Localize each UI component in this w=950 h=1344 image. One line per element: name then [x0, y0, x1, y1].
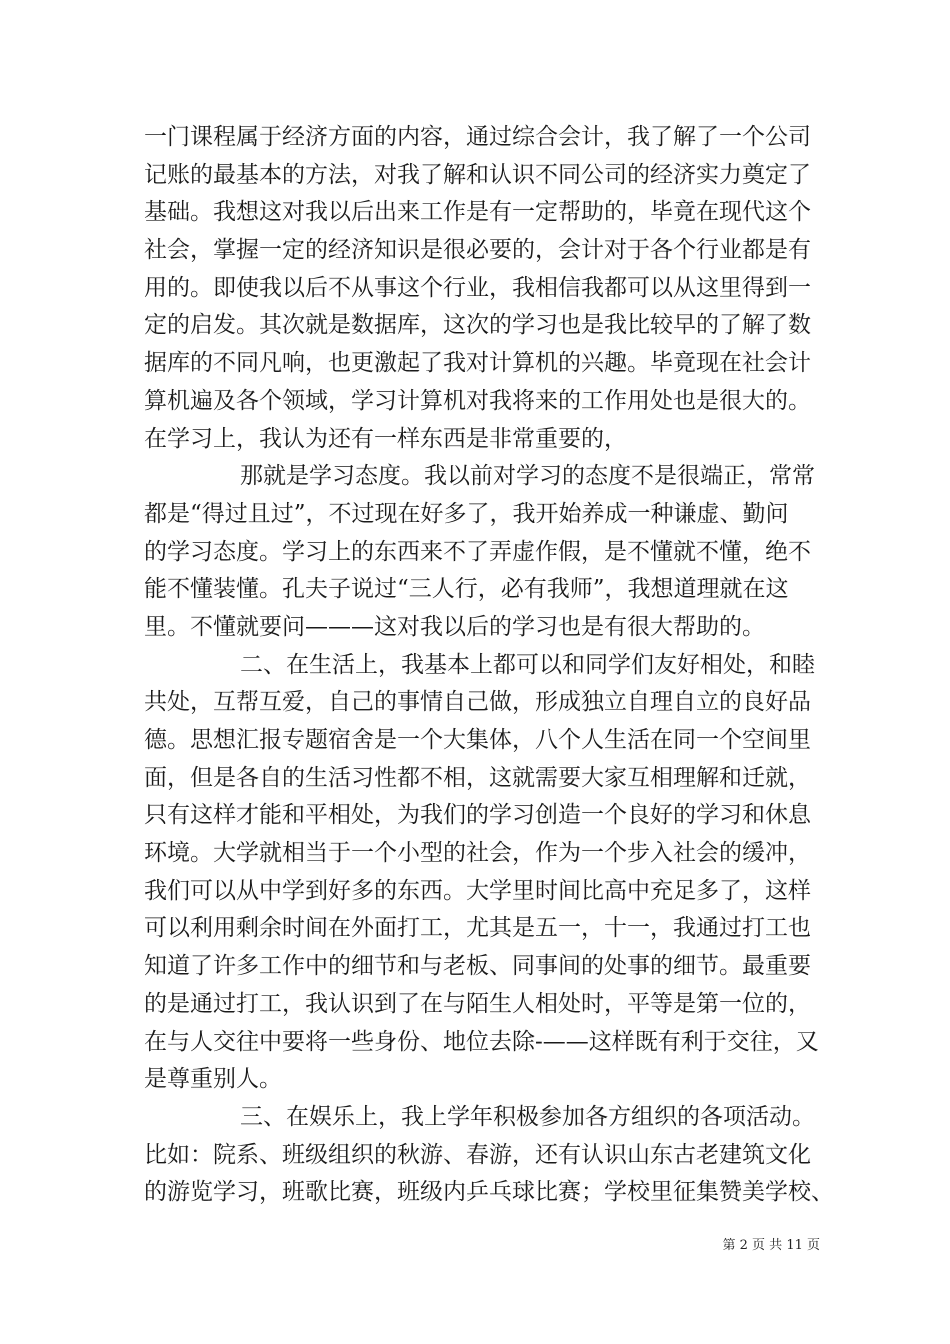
text-line: 共处，互帮互爱，自己的事情自己做，形成独立自理自立的良好品 — [144, 689, 811, 716]
text-line: 我们可以从中学到好多的东西。大学里时间比高中充足多了，这样 — [144, 877, 811, 904]
text-line: 记账的最基本的方法，对我了解和认识不同公司的经济实力奠定了 — [144, 161, 811, 188]
text-line: 据库的不同凡响，也更激起了我对计算机的兴趣。毕竟现在社会计 — [144, 350, 811, 377]
text-line: 环境。大学就相当于一个小型的社会，作为一个步入社会的缓冲， — [144, 840, 811, 867]
text-line: 一门课程属于经济方面的内容，通过综合会计，我了解了一个公司 — [144, 124, 811, 150]
text-line: 的游览学习，班歌比赛，班级内乒乓球比赛；学校里征集赞美学校、 — [144, 1179, 834, 1206]
text-line: 的学习态度。学习上的东西来不了弄虚作假，是不懂就不懂，绝不 — [144, 538, 811, 565]
text-line: 社会，掌握一定的经济知识是很必要的，会计对于各个行业都是有 — [144, 237, 811, 264]
text-line: 面，但是各自的生活习性都不相，这就需要大家互相理解和迁就， — [144, 764, 811, 791]
text-line: 可以利用剩余时间在外面打工，尤其是五一，十一，我通过打工也 — [144, 915, 811, 942]
text-line: 用的。即使我以后不从事这个行业，我相信我都可以从这里得到一 — [144, 274, 811, 301]
text-line: 定的启发。其次就是数据库，这次的学习也是我比较早的了解了数 — [144, 312, 811, 339]
text-line: 在与人交往中要将一些身份、地位去除-——这样既有利于交往，又 — [144, 1028, 819, 1055]
text-line: 比如：院系、班级组织的秋游、春游，还有认识山东古老建筑文化 — [144, 1141, 811, 1168]
text-line: 算机遍及各个领域，学习计算机对我将来的工作用处也是很大的。 — [144, 387, 811, 414]
text-line: 知道了许多工作中的细节和与老板、同事间的处事的细节。最重要 — [144, 953, 811, 980]
paragraph-start-line: 三、在娱乐上，我上学年积极参加各方组织的各项活动。 — [240, 1103, 815, 1130]
text-line: 里。不懂就要问———这对我以后的学习也是有很大帮助的。 — [144, 613, 765, 640]
text-line: 德。思想汇报专题宿舍是一个大集体，八个人生活在同一个空间里 — [144, 727, 811, 753]
text-line: 只有这样才能和平相处，为我们的学习创造一个良好的学习和休息 — [144, 802, 811, 829]
paragraph-start-line: 那就是学习态度。我以前对学习的态度不是很端正，常常 — [240, 463, 815, 490]
text-line: 在学习上，我认为还有一样东西是非常重要的， — [144, 425, 627, 452]
paragraph-start-line: 二、在生活上，我基本上都可以和同学们友好相处，和睦 — [240, 651, 815, 678]
page-number-footer: 第 2 页 共 11 页 — [722, 1238, 820, 1253]
text-line: 的是通过打工，我认识到了在与陌生人相处时，平等是第一位的， — [144, 990, 811, 1017]
text-line: 能不懂装懂。孔夫子说过“三人行，必有我师”，我想道理就在这 — [144, 576, 789, 603]
body-text — [144, 119, 834, 1212]
text-line: 都是“得过且过”，不过现在好多了，我开始养成一种谦虚、勤问 — [144, 500, 789, 527]
text-line: 是尊重别人。 — [144, 1066, 282, 1093]
text-line: 基础。我想这对我以后出来工作是有一定帮助的，毕竟在现代这个 — [144, 199, 811, 226]
